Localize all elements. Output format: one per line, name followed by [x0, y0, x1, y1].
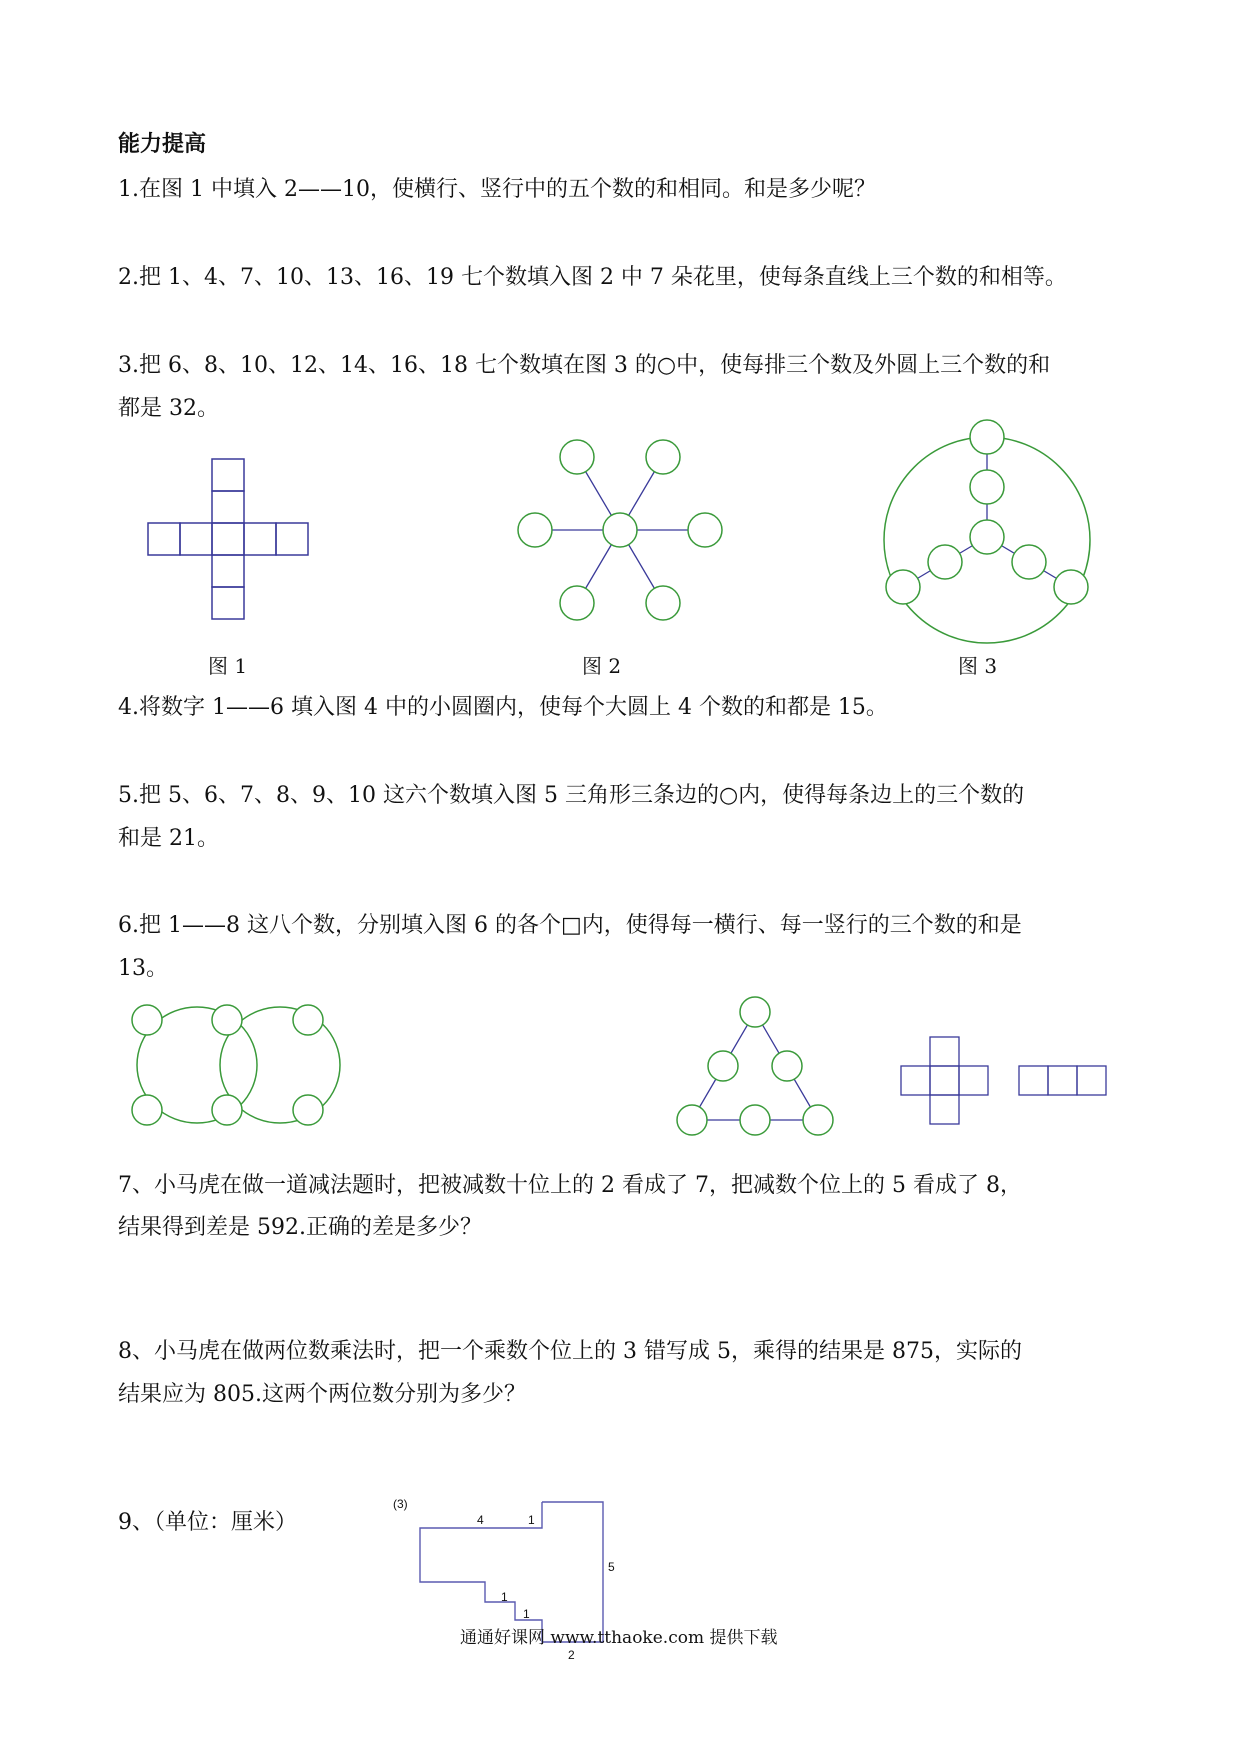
problem-9-line-1: 9、（单位：厘米） [118, 1510, 297, 1535]
figure-9-label-top: 4 [477, 1513, 484, 1527]
problem-7-line-1: 7、小马虎在做一道减法题时，把被减数十位上的 2 看成了 7，把减数个位上的 5 看成了 8， [118, 1173, 1022, 1198]
figure-2-caption: 图 2 [582, 654, 622, 678]
problem-2-line-1: 2.把 1、4、7、10、13、16、19 七个数填入图 2 中 7 朵花里，使每条直线上三个数的和相等。 [118, 265, 1067, 290]
figure-4-two-circles [125, 995, 340, 1135]
figure-9-tag: (3) [393, 1497, 408, 1511]
figure-9-label-bottom: 2 [568, 1648, 575, 1662]
figure-2-flower-star [505, 435, 735, 635]
problem-1-line-1: 1.在图 1 中填入 2——10，使横行、竖行中的五个数的和相同。和是多少呢？ [118, 177, 876, 202]
figure-9-label-right: 5 [608, 1560, 615, 1574]
figure-9-label-inner2: 1 [523, 1607, 530, 1621]
figure-9-label-inner1: 1 [501, 1590, 508, 1604]
figure-9-label-step: 1 [528, 1513, 535, 1527]
figure-1-cross-grid [140, 455, 320, 635]
problem-4-line-1: 4.将数字 1——6 填入图 4 中的小圆圈内，使每个大圆上 4 个数的和都是 15。 [118, 695, 888, 720]
problem-3-line-2: 都是 32。 [118, 396, 219, 421]
figure-3-caption: 图 3 [958, 654, 998, 678]
figure-3-circle-spokes [870, 415, 1110, 645]
section-heading: 能力提高 [118, 132, 207, 157]
problem-5-line-2: 和是 21。 [118, 826, 219, 851]
figure-1-caption: 图 1 [208, 654, 248, 678]
problem-3-line-1: 3.把 6、8、10、12、14、16、18 七个数填在图 3 的○中，使每排三个数及外圆上三个数的和 [118, 353, 1051, 378]
figure-5-triangle [675, 995, 835, 1140]
figure-6-squares [895, 1035, 1125, 1135]
problem-8-line-1: 8、小马虎在做两位数乘法时，把一个乘数个位上的 3 错写成 5，乘得的结果是 875，实际的 [118, 1339, 1022, 1364]
problem-6-line-2: 13。 [118, 956, 168, 981]
footer-watermark: 通通好课网 www.tthaoke.com 提供下载 [460, 1628, 778, 1648]
problem-6-line-1: 6.把 1——8 这八个数，分别填入图 6 的各个□内，使得每一横行、每一竖行的三个数的和是 [118, 913, 1022, 938]
problem-5-line-1: 5.把 5、6、7、8、9、10 这六个数填入图 5 三角形三条边的○内，使得每条边上的三个数的 [118, 783, 1025, 808]
problem-8-line-2: 结果应为 805.这两个两位数分别为多少？ [118, 1382, 526, 1407]
problem-7-line-2: 结果得到差是 592.正确的差是多少？ [118, 1215, 482, 1240]
